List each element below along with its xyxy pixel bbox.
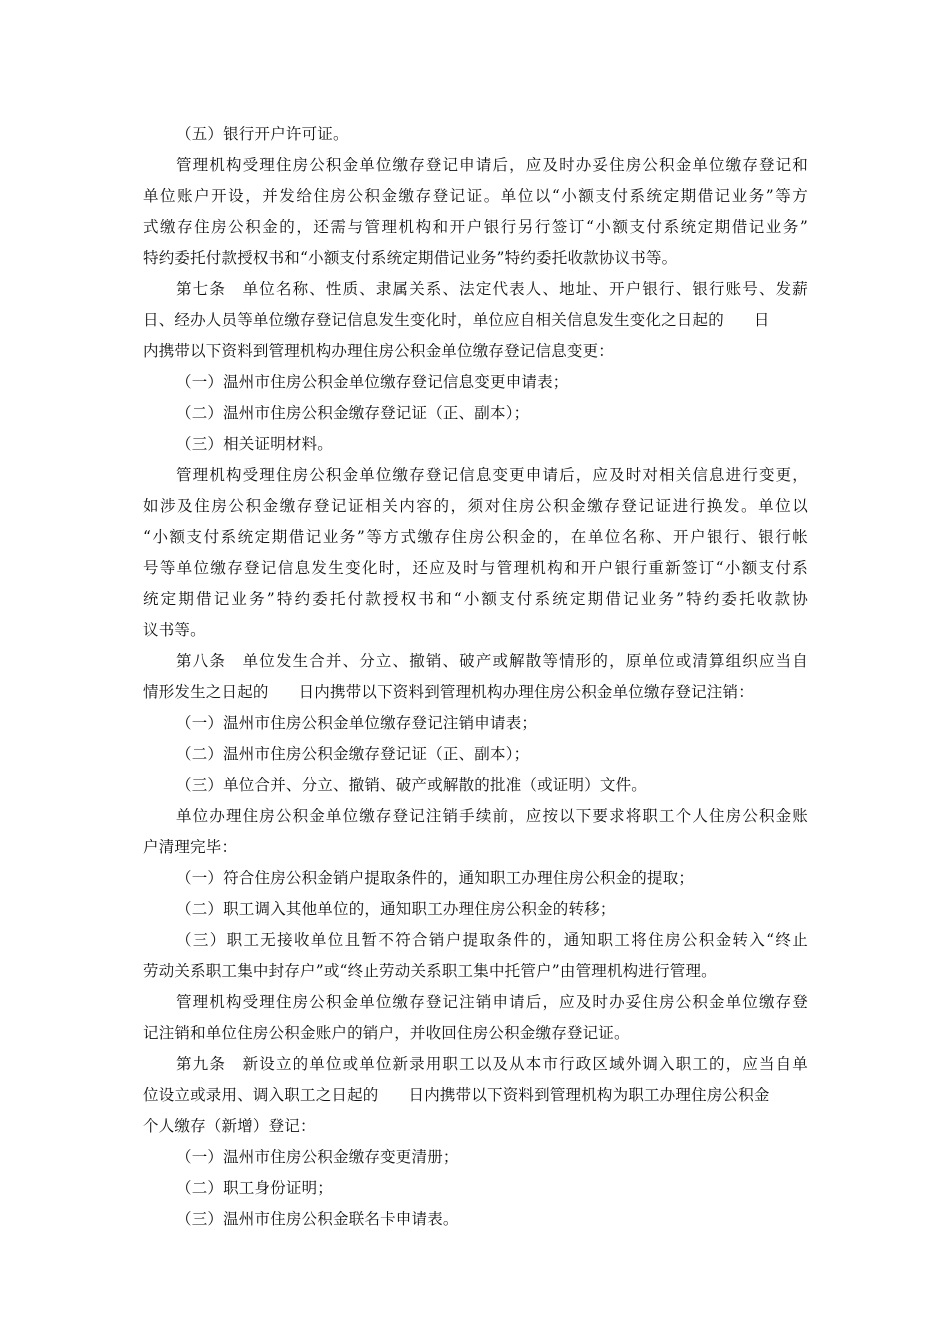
text-line: 单位办理住房公积金单位缴存登记注销手续前，应按以下要求将职工个人住房公积金账 [176, 807, 808, 825]
text-line: 第七条 单位名称、性质、隶属关系、法定代表人、地址、开户银行、银行账号、发薪 [176, 280, 808, 298]
text-line: 议书等。 [143, 621, 206, 639]
text-line: 劳动关系职工集中封存户”或“终止劳动关系职工集中托管户”由管理机构进行管理。 [143, 962, 717, 980]
text-line: （二）温州市住房公积金缴存登记证（正、副本）； [176, 404, 530, 422]
text-line [143, 310, 808, 330]
text-line: 式缴存住房公积金的，还需与管理机构和开户银行另行签订“小额支付系统定期借记业务” [143, 218, 808, 236]
text-segment: 位设立或录用、调入职工之日起的 [143, 1086, 379, 1104]
text-line: （二）温州市住房公积金缴存登记证（正、副本）； [176, 745, 530, 763]
text-line: 户清理完毕： [143, 838, 238, 856]
text-line: “小额支付系统定期借记业务”等方式缴存住房公积金的，在单位名称、开户银行、银行帐 [143, 528, 808, 546]
text-line: 统定期借记业务”特约委托付款授权书和“小额支付系统定期借记业务”特约委托收款协 [143, 590, 808, 608]
text-line: 个人缴存（新增）登记： [143, 1117, 316, 1135]
text-line: 第八条 单位发生合并、分立、撤销、破产或解散等情形的，原单位或清算组织应当自 [176, 652, 808, 670]
text-line: （三）温州市住房公积金联名卡申请表。 [176, 1210, 459, 1228]
text-segment: 日 [753, 311, 770, 329]
text-segment: 情形发生之日起的 [143, 683, 269, 701]
text-line: （一）温州市住房公积金单位缴存登记信息变更申请表； [176, 373, 569, 391]
text-line: （三）职工无接收单位且暂不符合销户提取条件的，通知职工将住房公积金转入“终止 [176, 931, 808, 949]
text-line: （一）温州市住房公积金缴存变更清册； [176, 1148, 459, 1166]
text-line: 单位账户开设，并发给住房公积金缴存登记证。单位以“小额支付系统定期借记业务”等方 [143, 187, 808, 205]
text-segment: 日内携带以下资料到管理机构为职工办理住房公积金 [408, 1086, 770, 1104]
text-segment: 日、经办人员等单位缴存登记信息发生变化时，单位应自相关信息发生变化之日起的 [143, 311, 724, 329]
text-line: 第九条 新设立的单位或单位新录用职工以及从本市行政区域外调入职工的，应当自单 [176, 1055, 808, 1073]
text-line: 管理机构受理住房公积金单位缴存登记注销申请后，应及时办妥住房公积金单位缴存登 [176, 993, 808, 1011]
text-line: （一）温州市住房公积金单位缴存登记注销申请表； [176, 714, 538, 732]
text-segment: 日内携带以下资料到管理机构办理住房公积金单位缴存登记注销： [298, 683, 754, 701]
text-line: 管理机构受理住房公积金单位缴存登记信息变更申请后，应及时对相关信息进行变更， [176, 466, 808, 484]
text-line: 内携带以下资料到管理机构办理住房公积金单位缴存登记信息变更： [143, 342, 615, 360]
text-line: 号等单位缴存登记信息发生变化时，还应及时与管理机构和开户银行重新签订“小额支付系 [143, 559, 808, 577]
text-line: （一）符合住房公积金销户提取条件的，通知职工办理住房公积金的提取； [176, 869, 695, 887]
text-line: （三）单位合并、分立、撤销、破产或解散的批准（或证明）文件。 [176, 776, 648, 794]
text-line: （五）银行开户许可证。 [176, 125, 349, 143]
text-line [143, 682, 808, 702]
text-line: 特约委托付款授权书和“小额支付系统定期借记业务”特约委托收款协议书等。 [143, 249, 678, 267]
text-line: （二）职工调入其他单位的，通知职工办理住房公积金的转移； [176, 900, 616, 918]
text-line [143, 1085, 808, 1105]
text-line: 管理机构受理住房公积金单位缴存登记申请后，应及时办妥住房公积金单位缴存登记和 [176, 156, 808, 174]
text-line: 如涉及住房公积金缴存登记证相关内容的，须对住房公积金缴存登记证进行换发。单位以 [143, 497, 808, 515]
text-line: 记注销和单位住房公积金账户的销户，并收回住房公积金缴存登记证。 [143, 1024, 630, 1042]
text-line: （二）职工身份证明； [176, 1179, 334, 1197]
text-line: （三）相关证明材料。 [176, 435, 334, 453]
